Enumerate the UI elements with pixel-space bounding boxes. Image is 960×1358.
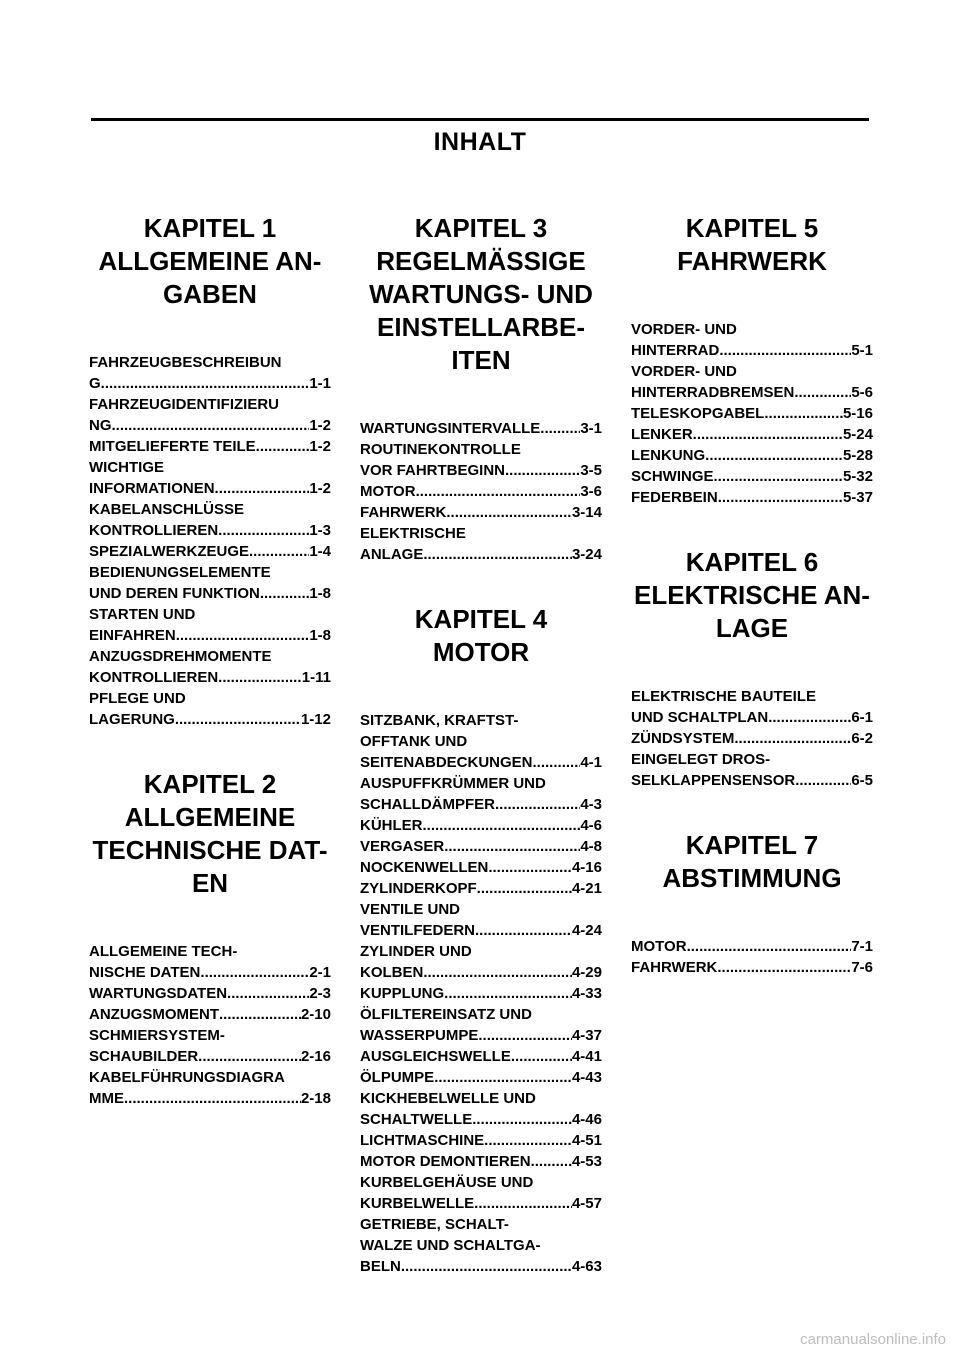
toc-entry-title: KONTROLLIEREN: [89, 669, 219, 686]
toc-entry-title: PFLEGE UND: [89, 690, 186, 707]
toc-page-number: 4-29: [571, 964, 602, 981]
chapter-heading-line: ALLGEMEINE: [124, 802, 296, 832]
toc-entry-title: WARTUNGSINTERVALLE: [360, 420, 541, 437]
chapter-heading-line: LAGE: [715, 613, 789, 643]
toc-entry-title: ZYLINDER UND: [360, 943, 472, 960]
dot-leader: [705, 445, 843, 466]
dot-leader: [401, 1256, 572, 1277]
toc-entry-title: ALLGEMEINE TECH-: [89, 943, 238, 960]
toc-entry-title: ELEKTRISCHE: [360, 525, 466, 542]
dot-leader: [511, 1046, 572, 1067]
toc-entry-title: SITZBANK, KRAFTST-: [360, 712, 519, 729]
dot-leader: [768, 707, 851, 728]
dot-leader: [423, 544, 572, 565]
toc-page-number: 5-1: [851, 342, 873, 359]
dot-leader: [256, 436, 310, 457]
chapter-heading: [89, 768, 331, 900]
toc-entry[interactable]: [631, 728, 873, 749]
toc-entry-title: SEITENABDECKUNGEN: [360, 754, 533, 771]
dot-leader: [434, 1067, 572, 1088]
toc-entry[interactable]: [89, 983, 331, 1004]
dot-leader: [718, 487, 843, 508]
dot-leader: [176, 625, 310, 646]
toc-entry[interactable]: [631, 403, 873, 424]
toc-entry-title: LICHTMASCHINE: [360, 1132, 485, 1149]
toc-entry[interactable]: [360, 773, 602, 815]
dot-leader: [218, 520, 309, 541]
toc-entry[interactable]: [360, 523, 602, 565]
dot-leader: [505, 460, 580, 481]
toc-entry-title: KICKHEBELWELLE UND: [360, 1090, 536, 1107]
toc-entry-title: SCHALTWELLE: [360, 1111, 473, 1128]
toc-page-number: 4-37: [571, 1027, 602, 1044]
toc-entry-title: GETRIEBE, SCHALT-: [360, 1216, 509, 1233]
dot-leader: [472, 1109, 572, 1130]
toc-entry[interactable]: [89, 1067, 331, 1109]
dot-leader: [795, 770, 851, 791]
toc-entry-title: VORDER- UND: [631, 363, 737, 380]
toc-page-number: 4-6: [580, 817, 602, 834]
toc-entry-title: ELEKTRISCHE BAUTEILE: [631, 688, 817, 705]
dot-leader: [719, 340, 851, 361]
dot-leader: [218, 667, 302, 688]
toc-entry[interactable]: [360, 1172, 602, 1214]
toc-page-number: 5-37: [842, 489, 873, 506]
toc-entry-title: MITGELIEFERTE TEILE: [89, 438, 256, 455]
toc-entry[interactable]: [89, 688, 331, 730]
toc-entry[interactable]: [631, 749, 873, 791]
toc-page-number: 5-24: [842, 426, 873, 443]
dot-leader: [484, 1130, 572, 1151]
toc-page-number: 4-24: [571, 922, 602, 939]
toc-entry[interactable]: [360, 878, 602, 899]
toc-entry[interactable]: [89, 394, 331, 436]
toc-entry-title: WARTUNGSDATEN: [89, 985, 228, 1002]
toc-entry[interactable]: [360, 815, 602, 836]
toc-entry-title: SCHALLDÄMPFER: [360, 796, 495, 813]
chapter-heading-line: REGELMÄSSIGE: [376, 246, 586, 276]
toc-entry-title: MME: [89, 1090, 124, 1107]
toc-page-number: 2-3: [309, 985, 331, 1002]
toc-entry-title: SELKLAPPENSENSOR: [631, 772, 796, 789]
chapter-heading-line: ALLGEMEINE AN-: [98, 246, 322, 276]
chapter-heading-line: KAPITEL 4: [414, 604, 548, 634]
toc-entry-list: [631, 319, 873, 508]
toc-entry-list: [360, 418, 602, 565]
dot-leader: [444, 836, 580, 857]
toc-entry-title: KONTROLLIEREN: [89, 522, 219, 539]
dot-leader: [531, 1151, 572, 1172]
dot-leader: [533, 752, 581, 773]
toc-entry-title: ANZUGSMOMENT: [89, 1006, 219, 1023]
dot-leader: [794, 382, 851, 403]
toc-entry[interactable]: [360, 836, 602, 857]
chapter-heading-line: EINSTELLARBE-: [377, 312, 585, 342]
toc-page-number: 1-1: [309, 375, 331, 392]
toc-page-number: 1-4: [309, 543, 331, 560]
toc-page-number: 5-32: [842, 468, 873, 485]
toc-entry-title: KURBELWELLE: [360, 1195, 475, 1212]
toc-entry-title: KOLBEN: [360, 964, 424, 981]
toc-entry-title: FAHRWERK: [360, 504, 447, 521]
toc-entry-title: SPEZIALWERKZEUGE: [89, 543, 250, 560]
toc-page-number: 1-2: [309, 438, 331, 455]
toc-entry-title: EINFAHREN: [89, 627, 176, 644]
toc-entry[interactable]: [360, 1046, 602, 1067]
dot-leader: [444, 983, 572, 1004]
toc-entry-title: SCHAUBILDER: [89, 1048, 199, 1065]
toc-page-number: 4-16: [571, 859, 602, 876]
toc-page-number: 4-53: [571, 1153, 602, 1170]
toc-entry[interactable]: [360, 1214, 602, 1277]
toc-entry-title: EINGELEGT DROS-: [631, 751, 771, 768]
toc-column-1: [89, 212, 331, 1109]
toc-entry-title: KUPPLUNG: [360, 985, 445, 1002]
toc-entry[interactable]: [89, 541, 331, 562]
toc-entry-title: ANZUGSDREHMOMENTE: [89, 648, 272, 665]
toc-entry[interactable]: [631, 466, 873, 487]
toc-page-number: 4-46: [571, 1111, 602, 1128]
toc-entry-title: VOR FAHRTBEGINN: [360, 462, 506, 479]
toc-entry-title: STARTEN UND: [89, 606, 196, 623]
chapter-heading-line: EN: [191, 868, 229, 898]
toc-page-number: 4-1: [580, 754, 602, 771]
toc-entry[interactable]: [360, 899, 602, 941]
toc-entry-title: G: [89, 375, 101, 392]
toc-entry-list: [631, 936, 873, 978]
toc-entry-title: NOCKENWELLEN: [360, 859, 489, 876]
toc-entry-title: TELESKOPGABEL: [631, 405, 765, 422]
chapter-heading-line: KAPITEL 5: [685, 213, 819, 243]
toc-entry[interactable]: [89, 352, 331, 394]
toc-page-number: 4-3: [580, 796, 602, 813]
toc-entry-title: NG: [89, 417, 112, 434]
toc-page-number: 7-1: [851, 938, 873, 955]
toc-page-number: 1-2: [309, 480, 331, 497]
toc-entry[interactable]: [631, 957, 873, 978]
toc-page-number: 1-3: [309, 522, 331, 539]
toc-page-number: 6-5: [851, 772, 873, 789]
chapter-heading-line: KAPITEL 6: [685, 547, 819, 577]
toc-entry[interactable]: [89, 1004, 331, 1025]
toc-page-number: 7-6: [851, 959, 873, 976]
dot-leader: [446, 502, 572, 523]
toc-entry-title: MOTOR: [360, 483, 416, 500]
toc-entry[interactable]: [360, 418, 602, 439]
toc-entry[interactable]: [631, 936, 873, 957]
toc-entry[interactable]: [631, 445, 873, 466]
toc-page-number: 3-5: [580, 462, 602, 479]
dot-leader: [249, 541, 309, 562]
toc-entry-title: BELN: [360, 1258, 401, 1275]
toc-page-number: 2-1: [309, 964, 331, 981]
toc-entry[interactable]: [360, 481, 602, 502]
toc-entry-title: HINTERRADBREMSEN: [631, 384, 795, 401]
toc-entry-title: WASSERPUMPE: [360, 1027, 479, 1044]
toc-entry-title: INFORMATIONEN: [89, 480, 215, 497]
dot-leader: [714, 466, 843, 487]
dot-leader: [488, 857, 572, 878]
toc-entry-title: WICHTIGE: [89, 459, 164, 476]
chapter-heading-line: ELEKTRISCHE AN-: [634, 580, 870, 610]
toc-entry[interactable]: [89, 457, 331, 499]
toc-entry-title: MOTOR DEMONTIEREN: [360, 1153, 531, 1170]
toc-entry-list: [89, 352, 331, 730]
toc-page-number: 4-51: [571, 1132, 602, 1149]
chapter-heading-line: KAPITEL 2: [143, 769, 277, 799]
dot-leader: [693, 424, 843, 445]
toc-entry[interactable]: [631, 686, 873, 728]
toc-entry[interactable]: [89, 1025, 331, 1067]
toc-entry[interactable]: [360, 941, 602, 983]
toc-entry-list: [89, 941, 331, 1109]
chapter-heading-line: GABEN: [163, 279, 257, 309]
toc-entry[interactable]: [631, 424, 873, 445]
dot-leader: [124, 1088, 301, 1109]
toc-page-number: 6-2: [851, 730, 873, 747]
toc-page-number: 1-12: [300, 711, 331, 728]
top-rule: [91, 118, 869, 121]
toc-entry-title: ZÜNDSYSTEM: [631, 730, 735, 747]
dot-leader: [200, 962, 309, 983]
toc-entry[interactable]: [360, 857, 602, 878]
toc-entry[interactable]: [360, 983, 602, 1004]
dot-leader: [477, 878, 572, 899]
toc-entry-title: ÖLPUMPE: [360, 1069, 435, 1086]
toc-entry-title: VORDER- UND: [631, 321, 737, 338]
dot-leader: [215, 478, 310, 499]
chapter-heading-line: KAPITEL 3: [414, 213, 548, 243]
toc-page-number: 3-14: [571, 504, 602, 521]
toc-page-number: 1-2: [309, 417, 331, 434]
dot-leader: [260, 583, 309, 604]
toc-page-number: 6-1: [851, 709, 873, 726]
dot-leader: [478, 1025, 572, 1046]
toc-page-number: 3-6: [580, 483, 602, 500]
toc-entry[interactable]: [360, 1067, 602, 1088]
toc-entry[interactable]: [360, 1130, 602, 1151]
toc-entry[interactable]: [360, 1088, 602, 1130]
toc-page-number: 2-16: [300, 1048, 331, 1065]
toc-entry-title: SCHMIERSYSTEM-: [89, 1027, 225, 1044]
toc-entry[interactable]: [360, 1151, 602, 1172]
chapter-heading: [631, 829, 873, 895]
toc-entry-title: VERGASER: [360, 838, 445, 855]
toc-page-number: 4-8: [580, 838, 602, 855]
dot-leader: [540, 418, 580, 439]
dot-leader: [227, 983, 309, 1004]
chapter-heading: [89, 212, 331, 311]
toc-entry-title: ÖLFILTEREINSATZ UND: [360, 1006, 532, 1023]
chapter-heading: [360, 603, 602, 669]
chapter-heading: [360, 212, 602, 377]
toc-page-number: 5-28: [842, 447, 873, 464]
toc-entry[interactable]: [360, 710, 602, 773]
toc-entry-title: KABELANSCHLÜSSE: [89, 501, 245, 518]
dot-leader: [474, 1193, 572, 1214]
toc-entry-title: KABELFÜHRUNGSDIAGRA: [89, 1069, 285, 1086]
toc-entry-title: ZYLINDERKOPF: [360, 880, 477, 897]
dot-leader: [101, 373, 310, 394]
dot-leader: [198, 1046, 301, 1067]
chapter-heading-line: TECHNISCHE DAT-: [92, 835, 328, 865]
chapter-heading-line: MOTOR: [432, 637, 530, 667]
toc-entry[interactable]: [89, 499, 331, 541]
dot-leader: [423, 962, 572, 983]
dot-leader: [734, 728, 851, 749]
toc-entry[interactable]: [631, 361, 873, 403]
chapter-heading-line: ITEN: [451, 345, 511, 375]
page-title: INHALT: [433, 128, 527, 156]
dot-leader: [423, 815, 581, 836]
toc-page-number: 5-16: [842, 405, 873, 422]
toc-entry-title: LENKUNG: [631, 447, 706, 464]
chapter-heading: [631, 212, 873, 278]
toc-entry-title: FEDERBEIN: [631, 489, 718, 506]
chapter-heading-line: WARTUNGS- UND: [369, 279, 593, 309]
toc-page-number: 4-21: [571, 880, 602, 897]
toc-entry-title: VENTILE UND: [360, 901, 461, 918]
toc-entry-title: VENTILFEDERN: [360, 922, 476, 939]
chapter-heading-line: KAPITEL 7: [685, 830, 819, 860]
toc-page-number: 2-10: [300, 1006, 331, 1023]
dot-leader: [717, 957, 851, 978]
toc-entry[interactable]: [89, 562, 331, 604]
dot-leader: [175, 709, 301, 730]
toc-entry-title: KÜHLER: [360, 817, 423, 834]
toc-entry-title: WALZE UND SCHALTGA-: [360, 1237, 541, 1254]
toc-entry-list: [360, 710, 602, 1277]
toc-page-number: 5-6: [851, 384, 873, 401]
toc-entry-title: ROUTINEKONTROLLE: [360, 441, 521, 458]
toc-entry-title: LENKER: [631, 426, 693, 443]
toc-page-number: 4-63: [571, 1258, 602, 1275]
toc-entry-title: LAGERUNG: [89, 711, 175, 728]
toc-page-number: 4-41: [571, 1048, 602, 1065]
toc-entry-title: ANLAGE: [360, 546, 424, 563]
toc-entry-title: KURBELGEHÄUSE UND: [360, 1174, 534, 1191]
toc-page-number: 2-18: [300, 1090, 331, 1107]
chapter-heading: [631, 546, 873, 645]
toc-entry-title: OFFTANK UND: [360, 733, 468, 750]
toc-entry-title: UND DEREN FUNKTION: [89, 585, 260, 602]
toc-entry[interactable]: [631, 319, 873, 361]
toc-entry-title: NISCHE DATEN: [89, 964, 201, 981]
dot-leader: [495, 794, 580, 815]
toc-entry-title: FAHRZEUGIDENTIFIZIERU: [89, 396, 279, 413]
dot-leader: [475, 920, 572, 941]
toc-page-number: 1-8: [309, 627, 331, 644]
toc-entry[interactable]: [89, 436, 331, 457]
toc-page-number: 4-43: [571, 1069, 602, 1086]
dot-leader: [219, 1004, 301, 1025]
toc-entry-list: [631, 686, 873, 791]
dot-leader: [416, 481, 581, 502]
toc-entry-title: MOTOR: [631, 938, 687, 955]
toc-entry[interactable]: [631, 487, 873, 508]
toc-page-number: 4-57: [571, 1195, 602, 1212]
toc-entry-title: AUSPUFFKRÜMMER UND: [360, 775, 546, 792]
toc-page-number: 4-33: [571, 985, 602, 1002]
chapter-heading-line: FAHRWERK: [677, 246, 827, 276]
toc-entry[interactable]: [89, 604, 331, 646]
toc-page-number: 1-8: [309, 585, 331, 602]
toc-column-2: [360, 212, 602, 1277]
toc-entry[interactable]: [89, 646, 331, 688]
toc-entry-title: FAHRZEUGBESCHREIBUN: [89, 354, 282, 371]
toc-entry-title: HINTERRAD: [631, 342, 720, 359]
toc-entry-title: SCHWINGE: [631, 468, 714, 485]
toc-page-number: 3-1: [580, 420, 602, 437]
chapter-heading-line: ABSTIMMUNG: [662, 863, 842, 893]
toc-entry-title: FAHRWERK: [631, 959, 718, 976]
toc-entry[interactable]: [89, 941, 331, 983]
dot-leader: [764, 403, 843, 424]
toc-entry-title: UND SCHALTPLAN: [631, 709, 769, 726]
toc-column-3: [631, 212, 873, 978]
watermark: carmanualsonline.info: [800, 1331, 946, 1348]
toc-entry-title: AUSGLEICHSWELLE: [360, 1048, 511, 1065]
chapter-heading-line: KAPITEL 1: [143, 213, 277, 243]
toc-page-number: 1-11: [301, 669, 331, 686]
toc-entry-title: BEDIENUNGSELEMENTE: [89, 564, 271, 581]
dot-leader: [687, 936, 852, 957]
toc-entry[interactable]: [360, 1004, 602, 1046]
toc-entry[interactable]: [360, 502, 602, 523]
toc-page-number: 3-24: [571, 546, 602, 563]
dot-leader: [112, 415, 310, 436]
toc-entry[interactable]: [360, 439, 602, 481]
